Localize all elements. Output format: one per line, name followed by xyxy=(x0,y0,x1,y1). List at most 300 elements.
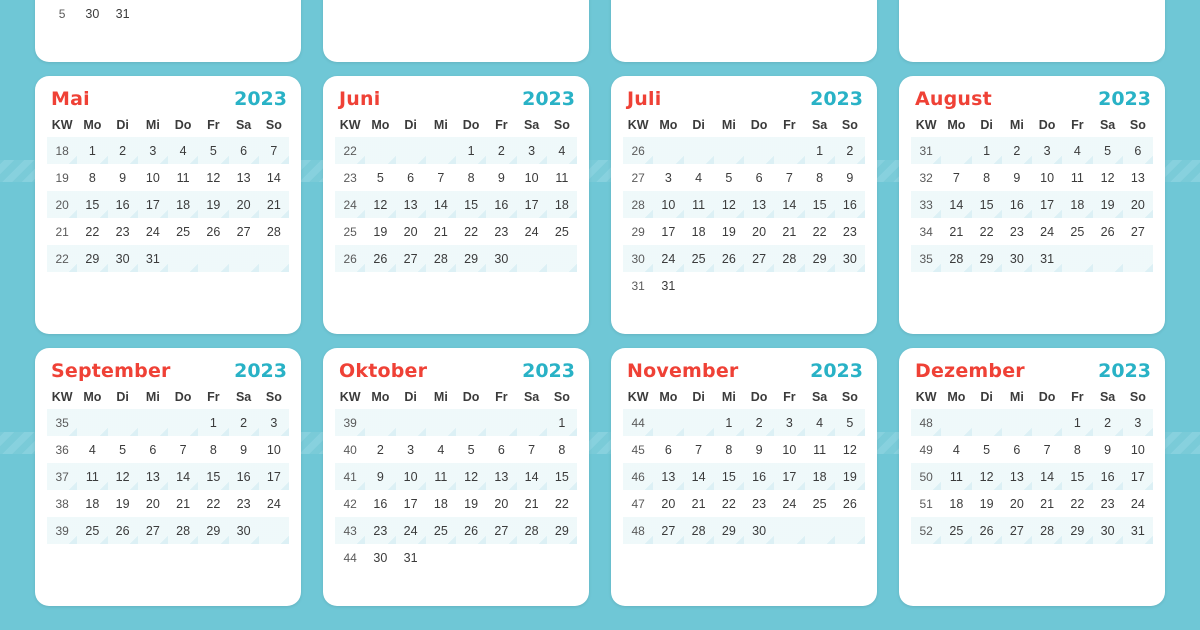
day-cell[interactable]: 4 xyxy=(952,442,960,457)
day-cell[interactable]: 16 xyxy=(1002,191,1032,218)
day-cell[interactable]: 1 xyxy=(1062,409,1092,436)
day-cell[interactable] xyxy=(774,272,804,299)
day-cell[interactable]: 24 xyxy=(524,224,539,239)
day-cell[interactable]: 15 xyxy=(1062,463,1092,490)
day-cell[interactable]: 11 xyxy=(684,191,714,218)
day-cell[interactable]: 14 xyxy=(517,463,547,490)
day-cell[interactable]: 28 xyxy=(1032,517,1062,544)
day-cell[interactable]: 9 xyxy=(497,170,505,185)
day-cell[interactable]: 3 xyxy=(774,409,804,436)
day-cell[interactable]: 7 xyxy=(437,170,445,185)
month-card[interactable] xyxy=(899,76,1165,334)
day-cell[interactable] xyxy=(426,544,456,571)
day-cell[interactable]: 16 xyxy=(108,191,138,218)
day-cell[interactable]: 1 xyxy=(456,137,486,164)
day-cell[interactable]: 27 xyxy=(744,245,774,272)
day-cell[interactable] xyxy=(259,0,289,27)
day-cell[interactable]: 31 xyxy=(1123,517,1153,544)
day-cell[interactable]: 24 xyxy=(782,496,797,511)
day-cell[interactable]: 2 xyxy=(744,409,774,436)
day-cell[interactable]: 10 xyxy=(1040,170,1055,185)
day-cell[interactable] xyxy=(1093,245,1123,272)
day-cell[interactable]: 14 xyxy=(426,191,456,218)
day-cell[interactable]: 30 xyxy=(108,245,138,272)
day-cell[interactable]: 6 xyxy=(1013,442,1021,457)
day-cell[interactable]: 25 xyxy=(77,517,107,544)
day-cell[interactable]: 25 xyxy=(684,245,714,272)
day-cell[interactable]: 11 xyxy=(813,442,827,457)
day-cell[interactable] xyxy=(198,245,228,272)
month-card[interactable] xyxy=(35,76,301,334)
day-cell[interactable]: 20 xyxy=(752,224,767,239)
day-cell[interactable]: 22 xyxy=(554,496,569,511)
day-cell[interactable]: 7 xyxy=(259,137,289,164)
day-cell[interactable] xyxy=(1123,245,1153,272)
day-cell[interactable]: 16 xyxy=(835,191,865,218)
day-cell[interactable]: 13 xyxy=(396,191,426,218)
day-cell[interactable]: 26 xyxy=(108,517,138,544)
day-cell[interactable] xyxy=(229,245,259,272)
day-cell[interactable]: 29 xyxy=(1062,517,1092,544)
day-cell[interactable]: 7 xyxy=(952,170,960,185)
day-cell[interactable]: 7 xyxy=(1043,442,1051,457)
day-cell[interactable]: 28 xyxy=(426,245,456,272)
day-cell[interactable]: 24 xyxy=(1130,496,1145,511)
day-cell[interactable]: 22 xyxy=(206,496,221,511)
day-cell[interactable]: 1 xyxy=(972,137,1002,164)
day-cell[interactable] xyxy=(396,137,426,164)
day-cell[interactable]: 8 xyxy=(209,442,217,457)
day-cell[interactable]: 31 xyxy=(661,278,676,293)
day-cell[interactable]: 18 xyxy=(949,496,964,511)
day-cell[interactable]: 5 xyxy=(467,442,475,457)
day-cell[interactable]: 17 xyxy=(138,191,168,218)
day-cell[interactable]: 13 xyxy=(236,170,251,185)
day-cell[interactable]: 10 xyxy=(266,442,281,457)
day-cell[interactable]: 23 xyxy=(842,224,857,239)
day-cell[interactable]: 16 xyxy=(486,191,516,218)
month-card[interactable] xyxy=(611,348,877,606)
day-cell[interactable]: 12 xyxy=(206,170,221,185)
day-cell[interactable]: 21 xyxy=(691,496,706,511)
day-cell[interactable] xyxy=(714,137,744,164)
day-cell[interactable]: 4 xyxy=(547,137,577,164)
day-cell[interactable]: 29 xyxy=(77,245,107,272)
day-cell[interactable]: 31 xyxy=(138,245,168,272)
day-cell[interactable]: 5 xyxy=(725,170,733,185)
day-cell[interactable]: 28 xyxy=(941,245,971,272)
day-cell[interactable]: 20 xyxy=(1123,191,1153,218)
day-cell[interactable]: 24 xyxy=(1040,224,1055,239)
day-cell[interactable]: 29 xyxy=(972,245,1002,272)
day-cell[interactable]: 27 xyxy=(1002,517,1032,544)
day-cell[interactable]: 14 xyxy=(266,170,281,185)
day-cell[interactable]: 14 xyxy=(941,191,971,218)
day-cell[interactable]: 29 xyxy=(547,517,577,544)
day-cell[interactable]: 1 xyxy=(77,137,107,164)
day-cell[interactable] xyxy=(714,272,744,299)
day-cell[interactable]: 4 xyxy=(1062,137,1092,164)
month-card[interactable] xyxy=(323,76,589,334)
day-cell[interactable]: 16 xyxy=(1093,463,1123,490)
day-cell[interactable]: 21 xyxy=(176,496,191,511)
day-cell[interactable] xyxy=(805,272,835,299)
day-cell[interactable]: 25 xyxy=(176,224,191,239)
day-cell[interactable]: 2 xyxy=(376,442,384,457)
day-cell[interactable]: 10 xyxy=(145,170,160,185)
day-cell[interactable]: 5 xyxy=(119,442,127,457)
day-cell[interactable]: 9 xyxy=(1104,442,1112,457)
month-card[interactable] xyxy=(899,0,1165,62)
day-cell[interactable]: 23 xyxy=(115,224,130,239)
day-cell[interactable]: 9 xyxy=(365,463,395,490)
day-cell[interactable]: 26 xyxy=(456,517,486,544)
day-cell[interactable]: 3 xyxy=(1123,409,1153,436)
day-cell[interactable]: 26 xyxy=(842,496,857,511)
day-cell[interactable]: 5 xyxy=(983,442,991,457)
day-cell[interactable] xyxy=(744,272,774,299)
day-cell[interactable]: 26 xyxy=(365,245,395,272)
day-cell[interactable]: 6 xyxy=(407,170,415,185)
day-cell[interactable]: 22 xyxy=(464,224,479,239)
day-cell[interactable]: 25 xyxy=(426,517,456,544)
day-cell[interactable] xyxy=(1002,409,1032,436)
day-cell[interactable]: 11 xyxy=(176,170,190,185)
day-cell[interactable]: 2 xyxy=(1002,137,1032,164)
day-cell[interactable]: 9 xyxy=(240,442,248,457)
day-cell[interactable]: 3 xyxy=(517,137,547,164)
day-cell[interactable]: 12 xyxy=(365,191,395,218)
month-card[interactable] xyxy=(323,348,589,606)
day-cell[interactable]: 19 xyxy=(198,191,228,218)
day-cell[interactable]: 5 xyxy=(198,137,228,164)
day-cell[interactable]: 9 xyxy=(119,170,127,185)
day-cell[interactable]: 31 xyxy=(1032,245,1062,272)
day-cell[interactable]: 25 xyxy=(1070,224,1085,239)
day-cell[interactable]: 16 xyxy=(744,463,774,490)
day-cell[interactable]: 10 xyxy=(524,170,539,185)
day-cell[interactable] xyxy=(547,245,577,272)
day-cell[interactable]: 10 xyxy=(653,191,683,218)
day-cell[interactable]: 26 xyxy=(206,224,221,239)
day-cell[interactable]: 3 xyxy=(138,137,168,164)
month-card[interactable] xyxy=(611,76,877,334)
day-cell[interactable]: 30 xyxy=(744,517,774,544)
day-cell[interactable]: 6 xyxy=(664,442,672,457)
day-cell[interactable]: 26 xyxy=(972,517,1002,544)
day-cell[interactable] xyxy=(456,409,486,436)
day-cell[interactable]: 21 xyxy=(433,224,448,239)
day-cell[interactable] xyxy=(486,409,516,436)
day-cell[interactable]: 12 xyxy=(456,463,486,490)
day-cell[interactable]: 8 xyxy=(558,442,566,457)
day-cell[interactable]: 3 xyxy=(1032,137,1062,164)
day-cell[interactable]: 30 xyxy=(229,517,259,544)
day-cell[interactable] xyxy=(426,137,456,164)
day-cell[interactable]: 6 xyxy=(755,170,763,185)
day-cell[interactable]: 17 xyxy=(403,496,418,511)
day-cell[interactable]: 17 xyxy=(774,463,804,490)
day-cell[interactable] xyxy=(774,137,804,164)
day-cell[interactable]: 17 xyxy=(1123,463,1153,490)
day-cell[interactable]: 18 xyxy=(433,496,448,511)
day-cell[interactable]: 14 xyxy=(684,463,714,490)
day-cell[interactable]: 13 xyxy=(486,463,516,490)
day-cell[interactable] xyxy=(684,272,714,299)
day-cell[interactable] xyxy=(972,409,1002,436)
day-cell[interactable]: 23 xyxy=(494,224,509,239)
day-cell[interactable]: 22 xyxy=(85,224,100,239)
day-cell[interactable]: 5 xyxy=(376,170,384,185)
day-cell[interactable]: 27 xyxy=(486,517,516,544)
day-cell[interactable] xyxy=(835,272,865,299)
day-cell[interactable]: 4 xyxy=(437,442,445,457)
day-cell[interactable]: 18 xyxy=(85,496,100,511)
day-cell[interactable]: 11 xyxy=(426,463,456,490)
day-cell[interactable] xyxy=(168,245,198,272)
day-cell[interactable]: 2 xyxy=(835,137,865,164)
day-cell[interactable]: 18 xyxy=(168,191,198,218)
day-cell[interactable]: 20 xyxy=(1009,496,1024,511)
day-cell[interactable]: 15 xyxy=(972,191,1002,218)
day-cell[interactable]: 19 xyxy=(373,224,388,239)
day-cell[interactable]: 2 xyxy=(1093,409,1123,436)
day-cell[interactable]: 7 xyxy=(785,170,793,185)
day-cell[interactable]: 22 xyxy=(721,496,736,511)
day-cell[interactable] xyxy=(547,544,577,571)
day-cell[interactable]: 20 xyxy=(145,496,160,511)
day-cell[interactable]: 22 xyxy=(812,224,827,239)
day-cell[interactable] xyxy=(941,409,971,436)
day-cell[interactable] xyxy=(108,409,138,436)
day-cell[interactable]: 16 xyxy=(373,496,388,511)
day-cell[interactable]: 20 xyxy=(494,496,509,511)
day-cell[interactable]: 27 xyxy=(396,245,426,272)
day-cell[interactable] xyxy=(77,409,107,436)
day-cell[interactable]: 28 xyxy=(517,517,547,544)
day-cell[interactable]: 30 xyxy=(373,550,388,565)
day-cell[interactable]: 7 xyxy=(695,442,703,457)
day-cell[interactable] xyxy=(1032,409,1062,436)
day-cell[interactable]: 4 xyxy=(805,409,835,436)
day-cell[interactable]: 13 xyxy=(138,463,168,490)
day-cell[interactable]: 27 xyxy=(1130,224,1145,239)
day-cell[interactable]: 28 xyxy=(774,245,804,272)
day-cell[interactable] xyxy=(168,0,198,27)
day-cell[interactable]: 14 xyxy=(774,191,804,218)
day-cell[interactable]: 20 xyxy=(229,191,259,218)
day-cell[interactable]: 3 xyxy=(259,409,289,436)
day-cell[interactable]: 30 xyxy=(486,245,516,272)
day-cell[interactable]: 15 xyxy=(805,191,835,218)
day-cell[interactable]: 4 xyxy=(168,137,198,164)
day-cell[interactable]: 23 xyxy=(1100,496,1115,511)
day-cell[interactable] xyxy=(259,245,289,272)
day-cell[interactable]: 11 xyxy=(1070,170,1084,185)
day-cell[interactable]: 23 xyxy=(236,496,251,511)
day-cell[interactable] xyxy=(396,409,426,436)
day-cell[interactable]: 23 xyxy=(365,517,395,544)
day-cell[interactable]: 22 xyxy=(979,224,994,239)
day-cell[interactable]: 18 xyxy=(691,224,706,239)
month-card[interactable] xyxy=(611,0,877,62)
day-cell[interactable]: 23 xyxy=(752,496,767,511)
day-cell[interactable]: 3 xyxy=(664,170,672,185)
day-cell[interactable]: 7 xyxy=(528,442,536,457)
day-cell[interactable]: 12 xyxy=(1100,170,1115,185)
day-cell[interactable]: 25 xyxy=(812,496,827,511)
day-cell[interactable]: 19 xyxy=(721,224,736,239)
day-cell[interactable]: 12 xyxy=(842,442,857,457)
day-cell[interactable]: 28 xyxy=(684,517,714,544)
day-cell[interactable]: 14 xyxy=(168,463,198,490)
day-cell[interactable] xyxy=(365,137,395,164)
day-cell[interactable]: 27 xyxy=(236,224,251,239)
day-cell[interactable]: 30 xyxy=(85,6,100,21)
day-cell[interactable]: 22 xyxy=(1070,496,1085,511)
day-cell[interactable]: 21 xyxy=(782,224,797,239)
day-cell[interactable]: 19 xyxy=(1093,191,1123,218)
day-cell[interactable]: 9 xyxy=(846,170,854,185)
day-cell[interactable]: 14 xyxy=(1032,463,1062,490)
day-cell[interactable]: 24 xyxy=(145,224,160,239)
day-cell[interactable]: 17 xyxy=(259,463,289,490)
day-cell[interactable] xyxy=(835,517,865,544)
day-cell[interactable]: 1 xyxy=(805,137,835,164)
day-cell[interactable]: 9 xyxy=(755,442,763,457)
day-cell[interactable]: 21 xyxy=(1040,496,1055,511)
day-cell[interactable]: 24 xyxy=(653,245,683,272)
day-cell[interactable]: 31 xyxy=(115,6,130,21)
day-cell[interactable]: 21 xyxy=(259,191,289,218)
day-cell[interactable]: 10 xyxy=(1130,442,1145,457)
day-cell[interactable] xyxy=(774,517,804,544)
day-cell[interactable]: 8 xyxy=(725,442,733,457)
day-cell[interactable]: 17 xyxy=(661,224,676,239)
day-cell[interactable]: 30 xyxy=(1093,517,1123,544)
day-cell[interactable]: 1 xyxy=(547,409,577,436)
day-cell[interactable]: 12 xyxy=(108,463,138,490)
day-cell[interactable]: 15 xyxy=(547,463,577,490)
day-cell[interactable]: 16 xyxy=(229,463,259,490)
day-cell[interactable]: 15 xyxy=(456,191,486,218)
day-cell[interactable]: 13 xyxy=(1002,463,1032,490)
day-cell[interactable]: 10 xyxy=(782,442,797,457)
day-cell[interactable]: 17 xyxy=(1032,191,1062,218)
day-cell[interactable] xyxy=(259,517,289,544)
day-cell[interactable] xyxy=(426,409,456,436)
day-cell[interactable]: 8 xyxy=(816,170,824,185)
day-cell[interactable]: 18 xyxy=(805,463,835,490)
day-cell[interactable]: 4 xyxy=(88,442,96,457)
day-cell[interactable] xyxy=(517,544,547,571)
day-cell[interactable]: 9 xyxy=(1013,170,1021,185)
day-cell[interactable]: 25 xyxy=(941,517,971,544)
day-cell[interactable]: 19 xyxy=(979,496,994,511)
day-cell[interactable] xyxy=(744,137,774,164)
day-cell[interactable]: 13 xyxy=(744,191,774,218)
day-cell[interactable] xyxy=(517,409,547,436)
day-cell[interactable]: 7 xyxy=(179,442,187,457)
day-cell[interactable]: 21 xyxy=(524,496,539,511)
day-cell[interactable] xyxy=(684,409,714,436)
month-card[interactable] xyxy=(323,0,589,62)
day-cell[interactable] xyxy=(517,245,547,272)
day-cell[interactable]: 28 xyxy=(168,517,198,544)
month-card[interactable] xyxy=(899,348,1165,606)
day-cell[interactable]: 12 xyxy=(972,463,1002,490)
day-cell[interactable] xyxy=(653,409,683,436)
day-cell[interactable]: 17 xyxy=(517,191,547,218)
day-cell[interactable]: 27 xyxy=(138,517,168,544)
day-cell[interactable]: 29 xyxy=(714,517,744,544)
day-cell[interactable]: 18 xyxy=(1062,191,1092,218)
day-cell[interactable]: 11 xyxy=(77,463,107,490)
month-card[interactable] xyxy=(35,0,301,62)
day-cell[interactable]: 31 xyxy=(403,550,418,565)
day-cell[interactable]: 23 xyxy=(1009,224,1024,239)
day-cell[interactable]: 26 xyxy=(714,245,744,272)
day-cell[interactable]: 18 xyxy=(547,191,577,218)
day-cell[interactable]: 11 xyxy=(555,170,569,185)
day-cell[interactable]: 19 xyxy=(835,463,865,490)
day-cell[interactable]: 10 xyxy=(396,463,426,490)
day-cell[interactable]: 8 xyxy=(88,170,96,185)
day-cell[interactable]: 21 xyxy=(949,224,964,239)
day-cell[interactable]: 15 xyxy=(77,191,107,218)
day-cell[interactable]: 27 xyxy=(653,517,683,544)
day-cell[interactable] xyxy=(365,409,395,436)
day-cell[interactable]: 1 xyxy=(198,409,228,436)
day-cell[interactable]: 2 xyxy=(229,409,259,436)
day-cell[interactable]: 19 xyxy=(115,496,130,511)
day-cell[interactable]: 8 xyxy=(1073,442,1081,457)
day-cell[interactable]: 24 xyxy=(396,517,426,544)
day-cell[interactable] xyxy=(805,517,835,544)
day-cell[interactable]: 8 xyxy=(983,170,991,185)
day-cell[interactable]: 29 xyxy=(198,517,228,544)
day-cell[interactable]: 15 xyxy=(714,463,744,490)
day-cell[interactable]: 6 xyxy=(229,137,259,164)
day-cell[interactable] xyxy=(941,137,971,164)
day-cell[interactable]: 15 xyxy=(198,463,228,490)
day-cell[interactable] xyxy=(138,409,168,436)
day-cell[interactable]: 29 xyxy=(805,245,835,272)
day-cell[interactable]: 6 xyxy=(1123,137,1153,164)
day-cell[interactable]: 13 xyxy=(1130,170,1145,185)
day-cell[interactable] xyxy=(486,544,516,571)
day-cell[interactable] xyxy=(456,544,486,571)
day-cell[interactable]: 26 xyxy=(1100,224,1115,239)
day-cell[interactable]: 24 xyxy=(266,496,281,511)
day-cell[interactable]: 20 xyxy=(661,496,676,511)
day-cell[interactable]: 6 xyxy=(149,442,157,457)
day-cell[interactable]: 8 xyxy=(467,170,475,185)
day-cell[interactable]: 1 xyxy=(714,409,744,436)
day-cell[interactable] xyxy=(138,0,168,27)
day-cell[interactable]: 20 xyxy=(403,224,418,239)
day-cell[interactable] xyxy=(684,137,714,164)
day-cell[interactable]: 4 xyxy=(695,170,703,185)
day-cell[interactable]: 5 xyxy=(835,409,865,436)
day-cell[interactable]: 30 xyxy=(835,245,865,272)
month-card[interactable] xyxy=(35,348,301,606)
day-cell[interactable] xyxy=(653,137,683,164)
day-cell[interactable]: 11 xyxy=(941,463,971,490)
day-cell[interactable]: 29 xyxy=(456,245,486,272)
day-cell[interactable]: 28 xyxy=(266,224,281,239)
day-cell[interactable]: 2 xyxy=(108,137,138,164)
